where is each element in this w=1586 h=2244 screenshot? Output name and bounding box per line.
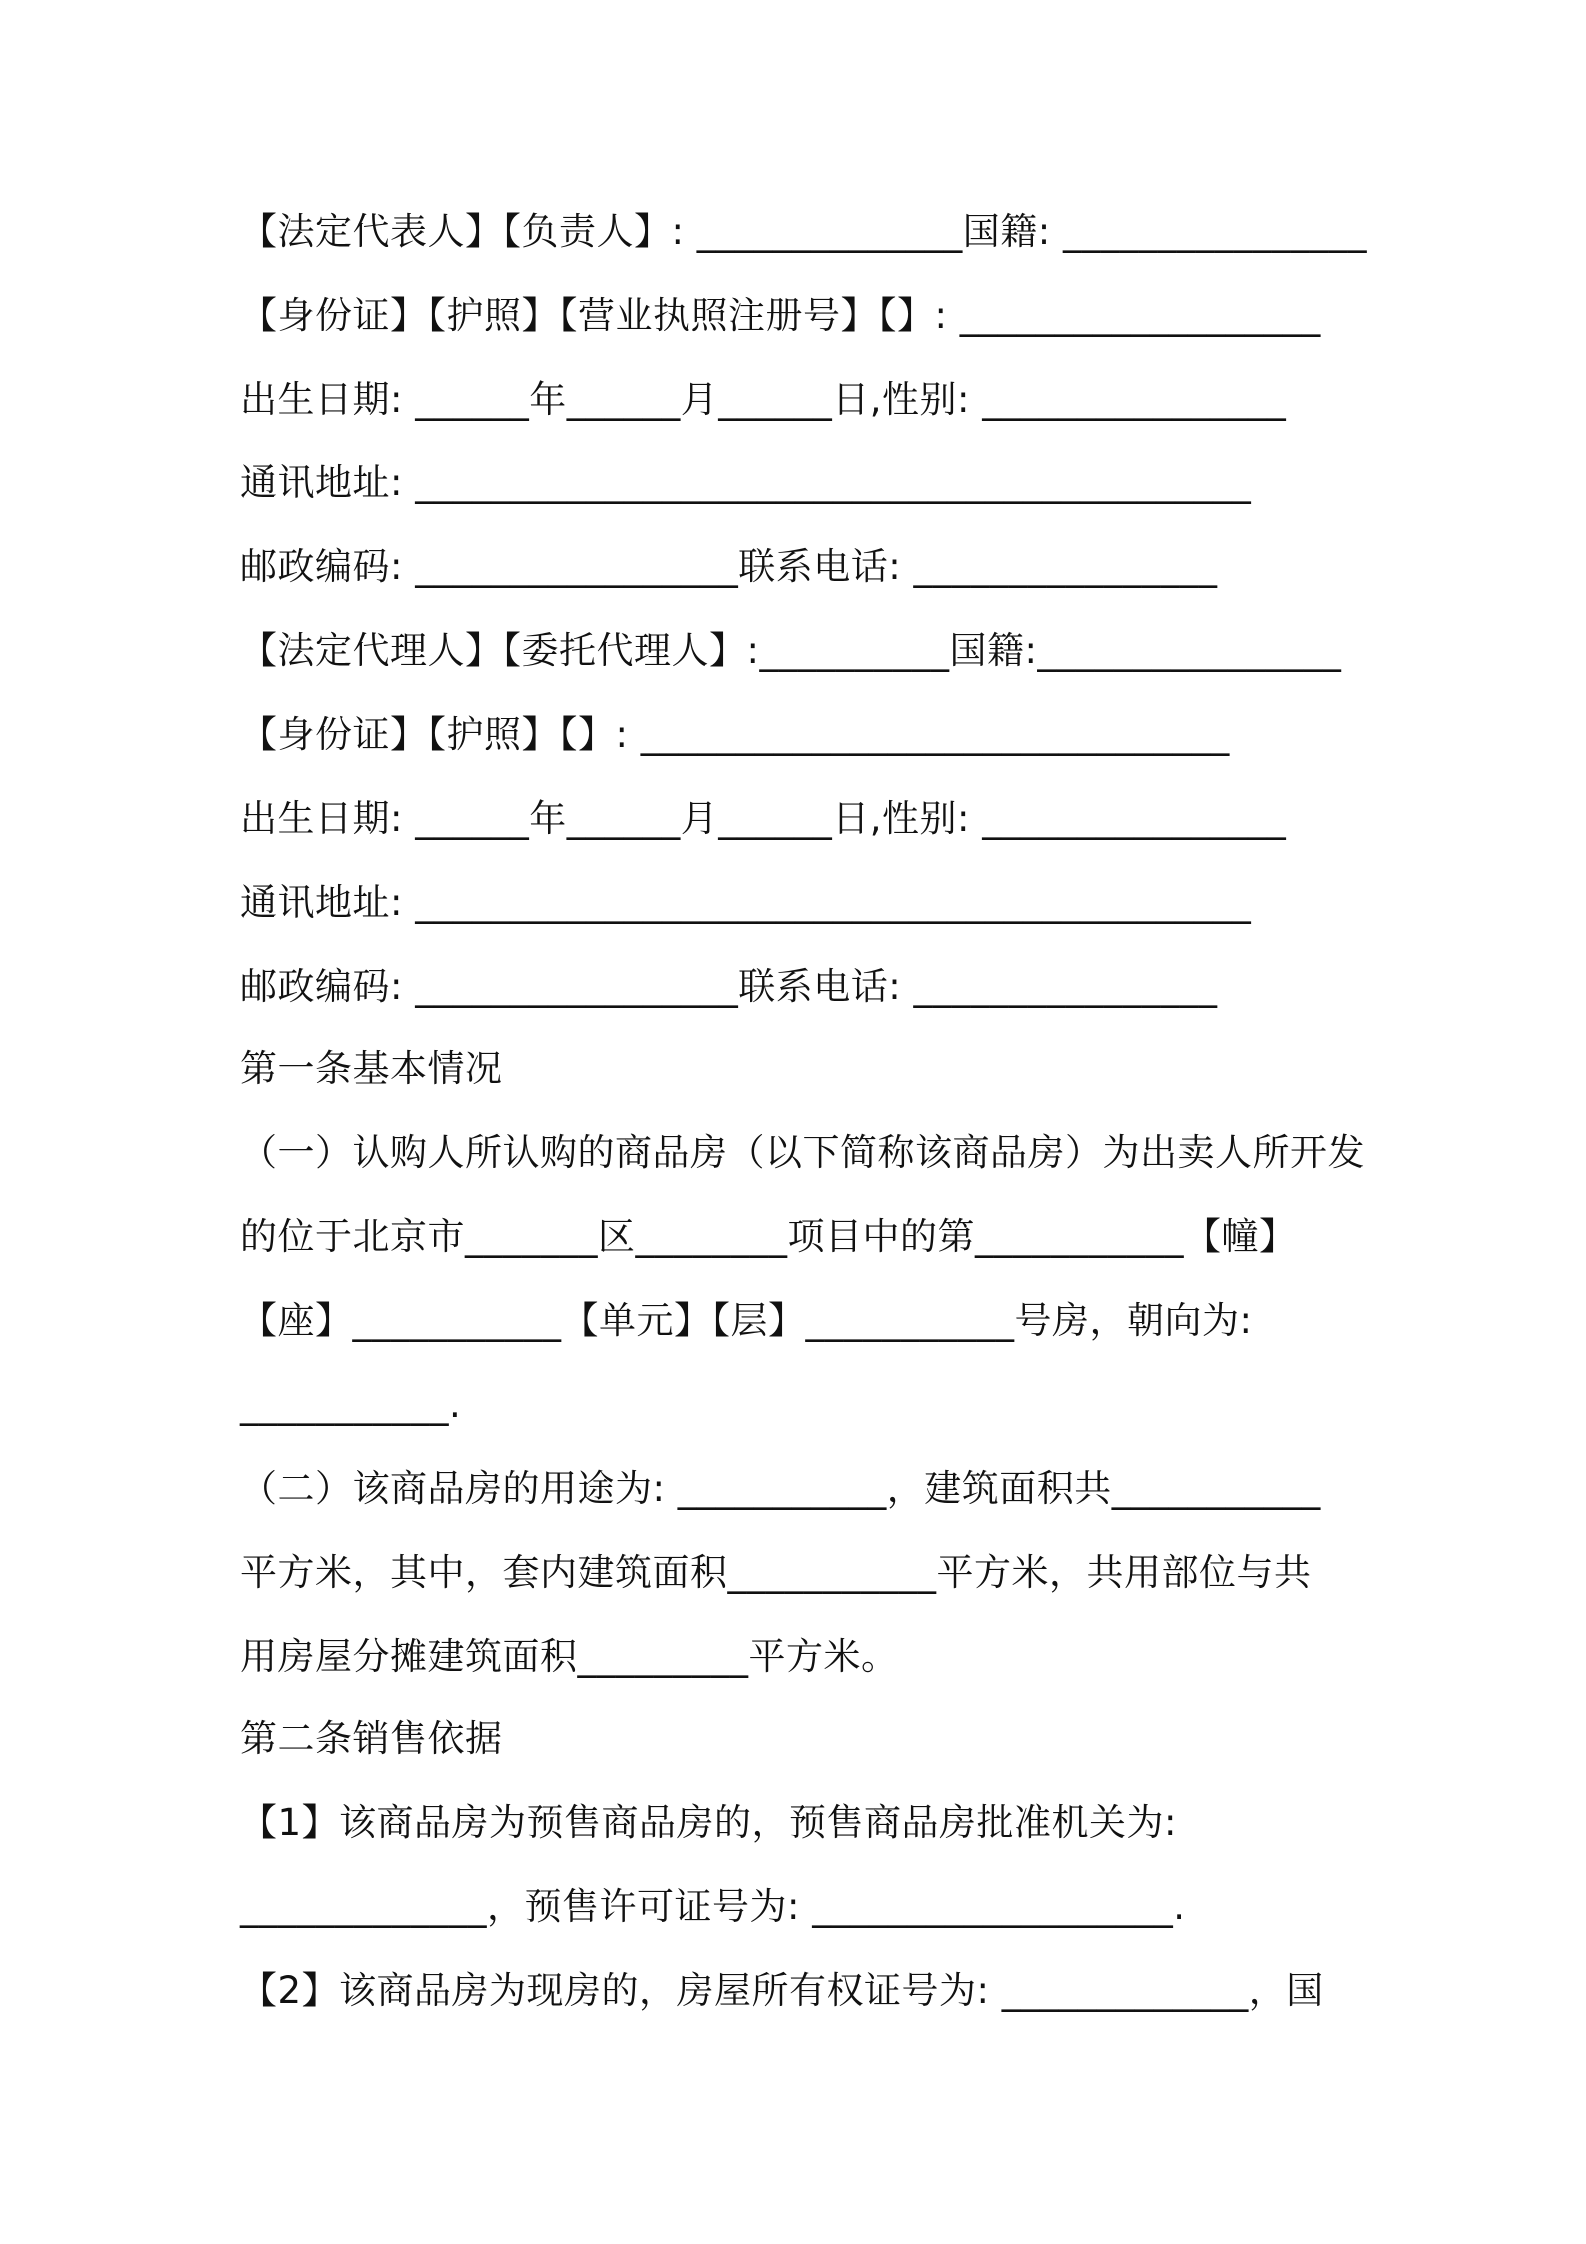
article-one-paragraph-line: ___________. <box>240 1383 462 1426</box>
birth-date-line: 出生日期: ______年______月______日,性别: ________________ <box>240 378 1287 421</box>
article-one-paragraph-line: 的位于北京市_______区________项目中的第___________【幢】 <box>240 1215 1297 1258</box>
agent-id-document-line: 【身份证】【护照】【】: _______________________________ <box>240 713 1230 756</box>
agent-postal-phone-line: 邮政编码: _________________联系电话: ________________ <box>240 965 1218 1008</box>
legal-representative-line: 【法定代表人】【负责人】: ______________国籍: ________________ <box>240 210 1367 253</box>
legal-agent-line: 【法定代理人】【委托代理人】:__________国籍:________________ <box>240 629 1342 672</box>
article-two-paragraph-line: 【2】该商品房为现房的，房屋所有权证号为: _____________，国 <box>240 1969 1324 2012</box>
article-two-heading: 第二条销售依据 <box>240 1717 503 1760</box>
article-two-paragraph-line: _____________，预售许可证号为: ___________________. <box>240 1885 1186 1928</box>
agent-address-line: 通讯地址: ____________________________________________ <box>240 881 1252 924</box>
article-one-paragraph-line: 用房屋分摊建筑面积_________平方米。 <box>240 1635 899 1678</box>
article-one-paragraph-line: （二）该商品房的用途为: ___________，建筑面积共___________ <box>240 1467 1321 1510</box>
agent-birth-date-line: 出生日期: ______年______月______日,性别: ________________ <box>240 797 1287 840</box>
article-one-paragraph-line: （一）认购人所认购的商品房（以下简称该商品房）为出卖人所开发 <box>240 1131 1365 1174</box>
postal-phone-line: 邮政编码: _________________联系电话: ________________ <box>240 545 1218 588</box>
id-document-line: 【身份证】【护照】【营业执照注册号】【】: ___________________ <box>240 294 1321 337</box>
address-line: 通讯地址: ____________________________________________ <box>240 461 1252 504</box>
article-two-paragraph-line: 【1】该商品房为预售商品房的，预售商品房批准机关为: <box>240 1801 1178 1844</box>
article-one-paragraph-line: 平方米，其中，套内建筑面积___________平方米，共用部位与共 <box>240 1551 1312 1594</box>
article-one-heading: 第一条基本情况 <box>240 1047 503 1090</box>
article-one-paragraph-line: 【座】___________【单元】【层】___________号房，朝向为: <box>240 1299 1253 1342</box>
